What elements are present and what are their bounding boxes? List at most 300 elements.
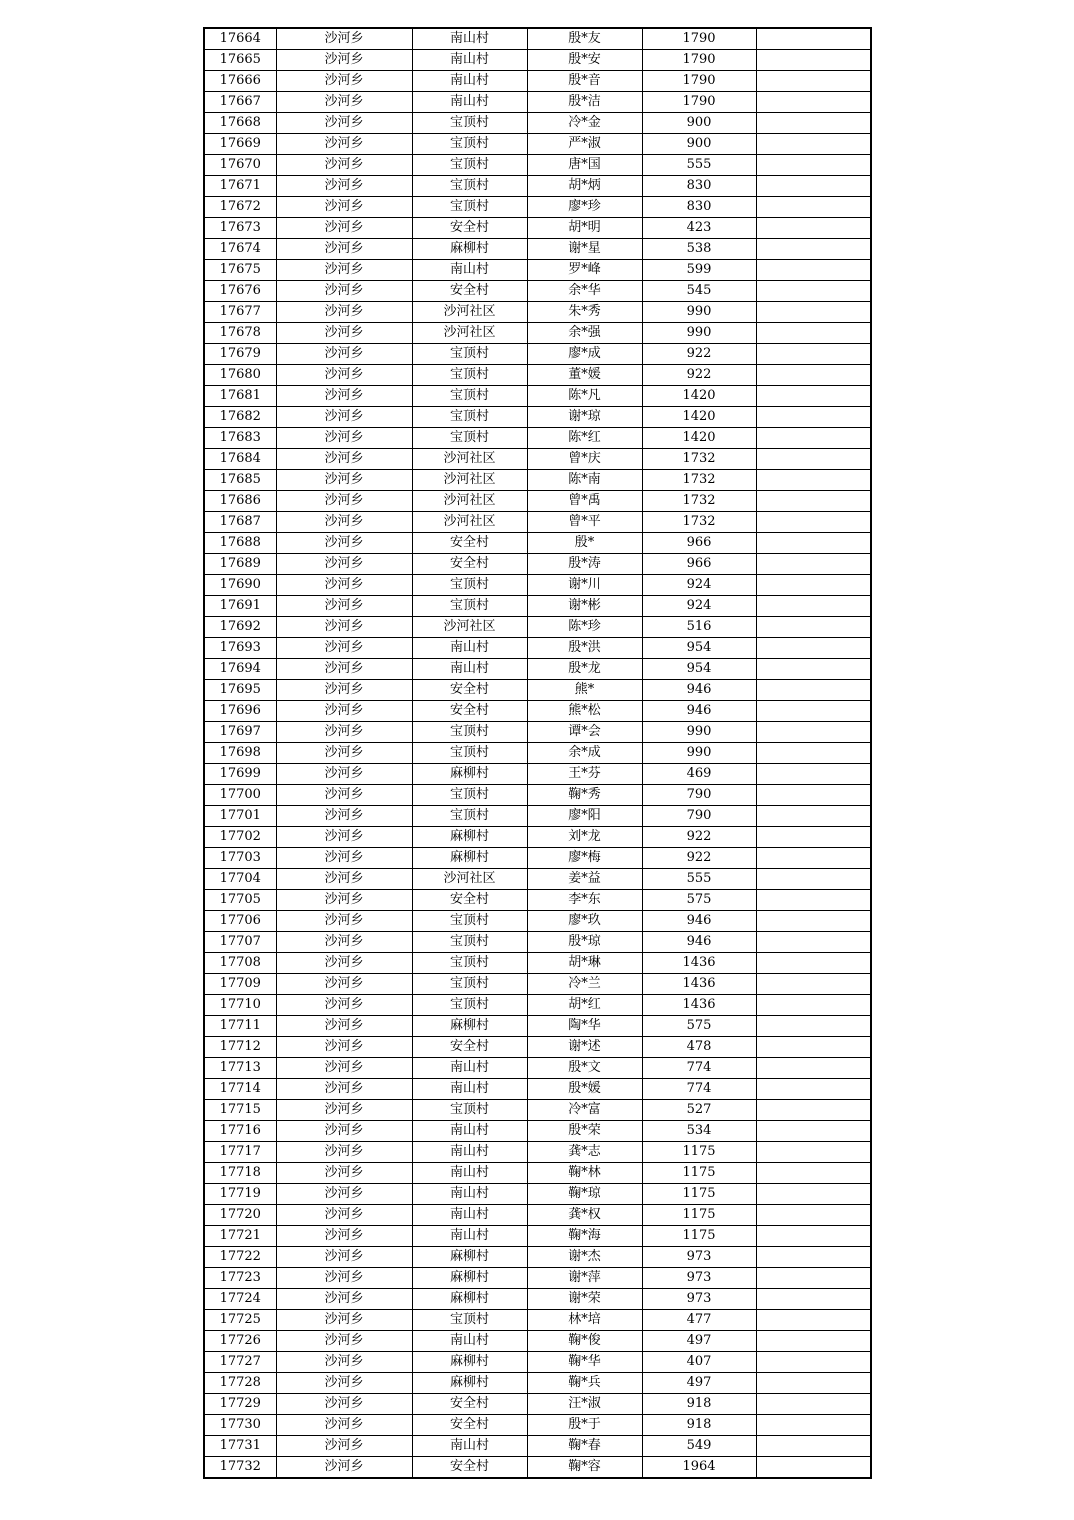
cell-village: 安全村 [412,1457,527,1479]
table-row [204,911,871,932]
cell-name: 余*华 [527,281,642,302]
cell-village: 宝顶村 [412,785,527,806]
cell-name: 陈*珍 [527,617,642,638]
cell-village: 南山村 [412,1436,527,1457]
table-row [204,1058,871,1079]
cell-id: 17714 [204,1079,276,1100]
cell-amount: 477 [642,1310,756,1331]
table-row [204,890,871,911]
table-row [204,1289,871,1310]
cell-name: 鞠*春 [527,1436,642,1457]
cell-id: 17677 [204,302,276,323]
cell-township: 沙河乡 [276,722,412,743]
cell-note [756,134,871,155]
cell-township: 沙河乡 [276,953,412,974]
cell-note [756,239,871,260]
cell-amount: 973 [642,1289,756,1310]
cell-note [756,365,871,386]
cell-township: 沙河乡 [276,218,412,239]
cell-note [756,1247,871,1268]
table-row [204,197,871,218]
cell-name: 廖*成 [527,344,642,365]
cell-township: 沙河乡 [276,785,412,806]
table-row [204,575,871,596]
cell-id: 17700 [204,785,276,806]
cell-id: 17703 [204,848,276,869]
cell-amount: 790 [642,785,756,806]
cell-note [756,218,871,239]
table-row [204,1016,871,1037]
cell-township: 沙河乡 [276,533,412,554]
cell-id: 17712 [204,1037,276,1058]
cell-id: 17718 [204,1163,276,1184]
cell-township: 沙河乡 [276,932,412,953]
cell-amount: 830 [642,197,756,218]
cell-township: 沙河乡 [276,869,412,890]
cell-id: 17692 [204,617,276,638]
cell-id: 17717 [204,1142,276,1163]
cell-amount: 575 [642,1016,756,1037]
cell-name: 谢*述 [527,1037,642,1058]
cell-township: 沙河乡 [276,1415,412,1436]
cell-village: 麻柳村 [412,1268,527,1289]
cell-village: 宝顶村 [412,386,527,407]
cell-note [756,113,871,134]
cell-amount: 478 [642,1037,756,1058]
cell-id: 17684 [204,449,276,470]
table-row [204,1415,871,1436]
cell-note [756,92,871,113]
cell-village: 南山村 [412,1184,527,1205]
table-row [204,155,871,176]
cell-amount: 1732 [642,449,756,470]
cell-township: 沙河乡 [276,890,412,911]
cell-township: 沙河乡 [276,1436,412,1457]
cell-name: 殷*洁 [527,92,642,113]
cell-name: 谢*琼 [527,407,642,428]
cell-amount: 966 [642,554,756,575]
cell-village: 南山村 [412,638,527,659]
cell-township: 沙河乡 [276,1100,412,1121]
cell-township: 沙河乡 [276,743,412,764]
table-row [204,806,871,827]
cell-village: 麻柳村 [412,764,527,785]
cell-township: 沙河乡 [276,1247,412,1268]
cell-amount: 1964 [642,1457,756,1479]
cell-id: 17675 [204,260,276,281]
table-row [204,113,871,134]
cell-name: 殷*文 [527,1058,642,1079]
cell-village: 南山村 [412,1163,527,1184]
cell-note [756,995,871,1016]
cell-name: 殷*洪 [527,638,642,659]
cell-note [756,1163,871,1184]
table-row [204,260,871,281]
cell-name: 陈*南 [527,470,642,491]
cell-amount: 534 [642,1121,756,1142]
cell-note [756,722,871,743]
cell-village: 宝顶村 [412,974,527,995]
cell-note [756,848,871,869]
table-row [204,344,871,365]
cell-amount: 545 [642,281,756,302]
cell-village: 南山村 [412,1142,527,1163]
cell-township: 沙河乡 [276,1058,412,1079]
cell-name: 朱*秀 [527,302,642,323]
cell-village: 宝顶村 [412,365,527,386]
cell-village: 南山村 [412,71,527,92]
cell-note [756,827,871,848]
cell-amount: 946 [642,932,756,953]
cell-village: 宝顶村 [412,1100,527,1121]
cell-name: 殷*琼 [527,932,642,953]
cell-amount: 918 [642,1394,756,1415]
table-row [204,701,871,722]
cell-amount: 1732 [642,512,756,533]
cell-amount: 973 [642,1268,756,1289]
table-row [204,1184,871,1205]
cell-id: 17706 [204,911,276,932]
cell-village: 宝顶村 [412,1310,527,1331]
cell-township: 沙河乡 [276,134,412,155]
cell-township: 沙河乡 [276,1121,412,1142]
cell-township: 沙河乡 [276,491,412,512]
table-row [204,869,871,890]
cell-name: 余*成 [527,743,642,764]
cell-amount: 555 [642,155,756,176]
cell-village: 麻柳村 [412,1352,527,1373]
cell-village: 南山村 [412,1121,527,1142]
cell-note [756,1436,871,1457]
cell-township: 沙河乡 [276,1142,412,1163]
cell-township: 沙河乡 [276,344,412,365]
cell-village: 宝顶村 [412,407,527,428]
cell-id: 17680 [204,365,276,386]
cell-id: 17667 [204,92,276,113]
cell-name: 罗*峰 [527,260,642,281]
table-row [204,953,871,974]
cell-village: 麻柳村 [412,827,527,848]
cell-name: 殷*友 [527,28,642,50]
cell-note [756,890,871,911]
cell-township: 沙河乡 [276,848,412,869]
cell-name: 林*培 [527,1310,642,1331]
cell-note [756,554,871,575]
cell-village: 宝顶村 [412,344,527,365]
cell-amount: 1790 [642,92,756,113]
cell-village: 麻柳村 [412,1247,527,1268]
cell-township: 沙河乡 [276,995,412,1016]
cell-township: 沙河乡 [276,1079,412,1100]
cell-id: 17705 [204,890,276,911]
cell-township: 沙河乡 [276,1226,412,1247]
cell-note [756,491,871,512]
cell-amount: 1420 [642,386,756,407]
cell-id: 17693 [204,638,276,659]
cell-village: 宝顶村 [412,953,527,974]
cell-name: 严*淑 [527,134,642,155]
cell-amount: 1175 [642,1226,756,1247]
cell-name: 曾*平 [527,512,642,533]
cell-village: 南山村 [412,1331,527,1352]
table-row [204,680,871,701]
cell-amount: 497 [642,1331,756,1352]
cell-amount: 1175 [642,1163,756,1184]
cell-township: 沙河乡 [276,1373,412,1394]
cell-id: 17687 [204,512,276,533]
cell-name: 胡*炳 [527,176,642,197]
cell-village: 南山村 [412,28,527,50]
cell-note [756,449,871,470]
cell-id: 17726 [204,1331,276,1352]
table-row [204,449,871,470]
cell-amount: 1732 [642,491,756,512]
table-row [204,533,871,554]
cell-village: 沙河社区 [412,869,527,890]
cell-name: 姜*益 [527,869,642,890]
cell-name: 谢*荣 [527,1289,642,1310]
table-row [204,827,871,848]
cell-township: 沙河乡 [276,239,412,260]
table-row [204,848,871,869]
cell-village: 宝顶村 [412,995,527,1016]
cell-name: 谢*川 [527,575,642,596]
table-row [204,617,871,638]
cell-id: 17697 [204,722,276,743]
table-row [204,554,871,575]
table-row [204,722,871,743]
cell-village: 安全村 [412,281,527,302]
cell-name: 胡*红 [527,995,642,1016]
cell-amount: 966 [642,533,756,554]
cell-note [756,1289,871,1310]
table-row [204,1121,871,1142]
cell-amount: 575 [642,890,756,911]
cell-amount: 990 [642,302,756,323]
cell-id: 17695 [204,680,276,701]
cell-village: 南山村 [412,50,527,71]
cell-township: 沙河乡 [276,323,412,344]
cell-amount: 973 [642,1247,756,1268]
cell-village: 宝顶村 [412,932,527,953]
table-row [204,1142,871,1163]
cell-township: 沙河乡 [276,365,412,386]
cell-id: 17719 [204,1184,276,1205]
cell-id: 17731 [204,1436,276,1457]
cell-name: 陈*红 [527,428,642,449]
cell-township: 沙河乡 [276,1037,412,1058]
cell-note [756,1121,871,1142]
cell-township: 沙河乡 [276,302,412,323]
cell-name: 龚*权 [527,1205,642,1226]
table-row [204,596,871,617]
cell-amount: 922 [642,365,756,386]
table-body [204,28,871,1478]
cell-township: 沙河乡 [276,1394,412,1415]
cell-note [756,1205,871,1226]
cell-note [756,1457,871,1479]
cell-village: 南山村 [412,1226,527,1247]
cell-name: 余*强 [527,323,642,344]
cell-id: 17721 [204,1226,276,1247]
cell-name: 殷* [527,533,642,554]
table-row [204,1037,871,1058]
cell-name: 殷*音 [527,71,642,92]
cell-note [756,1058,871,1079]
cell-township: 沙河乡 [276,281,412,302]
cell-amount: 1420 [642,428,756,449]
cell-township: 沙河乡 [276,92,412,113]
cell-name: 鞠*海 [527,1226,642,1247]
cell-id: 17676 [204,281,276,302]
cell-village: 安全村 [412,554,527,575]
table-row [204,1310,871,1331]
cell-id: 17685 [204,470,276,491]
cell-name: 曾*庆 [527,449,642,470]
cell-id: 17709 [204,974,276,995]
cell-note [756,1037,871,1058]
cell-id: 17716 [204,1121,276,1142]
cell-note [756,302,871,323]
cell-note [756,407,871,428]
cell-id: 17689 [204,554,276,575]
cell-name: 殷*荣 [527,1121,642,1142]
cell-name: 鞠*秀 [527,785,642,806]
cell-name: 鞠*兵 [527,1373,642,1394]
cell-village: 宝顶村 [412,428,527,449]
cell-id: 17688 [204,533,276,554]
cell-township: 沙河乡 [276,428,412,449]
cell-note [756,1310,871,1331]
cell-name: 唐*国 [527,155,642,176]
cell-id: 17669 [204,134,276,155]
cell-amount: 774 [642,1058,756,1079]
cell-amount: 1732 [642,470,756,491]
cell-name: 鞠*容 [527,1457,642,1479]
cell-amount: 774 [642,1079,756,1100]
cell-note [756,197,871,218]
cell-id: 17704 [204,869,276,890]
cell-village: 安全村 [412,218,527,239]
cell-note [756,28,871,50]
cell-name: 熊*松 [527,701,642,722]
cell-id: 17690 [204,575,276,596]
cell-id: 17722 [204,1247,276,1268]
cell-village: 麻柳村 [412,1289,527,1310]
cell-note [756,428,871,449]
cell-name: 殷*于 [527,1415,642,1436]
cell-id: 17708 [204,953,276,974]
table-row [204,743,871,764]
cell-name: 谢*杰 [527,1247,642,1268]
cell-township: 沙河乡 [276,260,412,281]
cell-note [756,1415,871,1436]
cell-id: 17679 [204,344,276,365]
cell-note [756,155,871,176]
cell-note [756,680,871,701]
cell-township: 沙河乡 [276,449,412,470]
cell-note [756,743,871,764]
cell-amount: 830 [642,176,756,197]
cell-amount: 1436 [642,974,756,995]
cell-township: 沙河乡 [276,197,412,218]
cell-township: 沙河乡 [276,1457,412,1479]
cell-note [756,344,871,365]
cell-amount: 516 [642,617,756,638]
cell-note [756,1373,871,1394]
cell-id: 17715 [204,1100,276,1121]
cell-amount: 922 [642,344,756,365]
cell-name: 殷*媛 [527,1079,642,1100]
cell-township: 沙河乡 [276,386,412,407]
table-row [204,134,871,155]
cell-note [756,911,871,932]
cell-amount: 900 [642,113,756,134]
cell-name: 殷*安 [527,50,642,71]
cell-township: 沙河乡 [276,764,412,785]
cell-id: 17668 [204,113,276,134]
cell-village: 宝顶村 [412,722,527,743]
cell-amount: 549 [642,1436,756,1457]
cell-amount: 1175 [642,1205,756,1226]
cell-note [756,659,871,680]
table-row [204,932,871,953]
cell-village: 安全村 [412,1415,527,1436]
cell-name: 鞠*华 [527,1352,642,1373]
cell-name: 谭*会 [527,722,642,743]
cell-amount: 946 [642,911,756,932]
cell-name: 曾*禹 [527,491,642,512]
cell-township: 沙河乡 [276,1184,412,1205]
cell-township: 沙河乡 [276,575,412,596]
cell-amount: 1790 [642,28,756,50]
cell-note [756,764,871,785]
cell-amount: 599 [642,260,756,281]
table-row [204,50,871,71]
cell-township: 沙河乡 [276,911,412,932]
table-row [204,1436,871,1457]
table-row [204,1394,871,1415]
cell-township: 沙河乡 [276,617,412,638]
cell-name: 胡*明 [527,218,642,239]
cell-id: 17671 [204,176,276,197]
cell-note [756,974,871,995]
cell-village: 安全村 [412,1037,527,1058]
cell-id: 17732 [204,1457,276,1479]
cell-township: 沙河乡 [276,1163,412,1184]
cell-amount: 990 [642,722,756,743]
cell-township: 沙河乡 [276,1289,412,1310]
cell-village: 安全村 [412,533,527,554]
table-row [204,1100,871,1121]
cell-note [756,281,871,302]
cell-id: 17727 [204,1352,276,1373]
cell-village: 宝顶村 [412,575,527,596]
cell-note [756,638,871,659]
cell-village: 安全村 [412,890,527,911]
cell-amount: 527 [642,1100,756,1121]
cell-amount: 1790 [642,71,756,92]
cell-amount: 918 [642,1415,756,1436]
cell-id: 17723 [204,1268,276,1289]
cell-township: 沙河乡 [276,113,412,134]
cell-amount: 990 [642,323,756,344]
cell-village: 南山村 [412,92,527,113]
cell-village: 南山村 [412,1205,527,1226]
table-row [204,1226,871,1247]
cell-township: 沙河乡 [276,1205,412,1226]
cell-id: 17682 [204,407,276,428]
